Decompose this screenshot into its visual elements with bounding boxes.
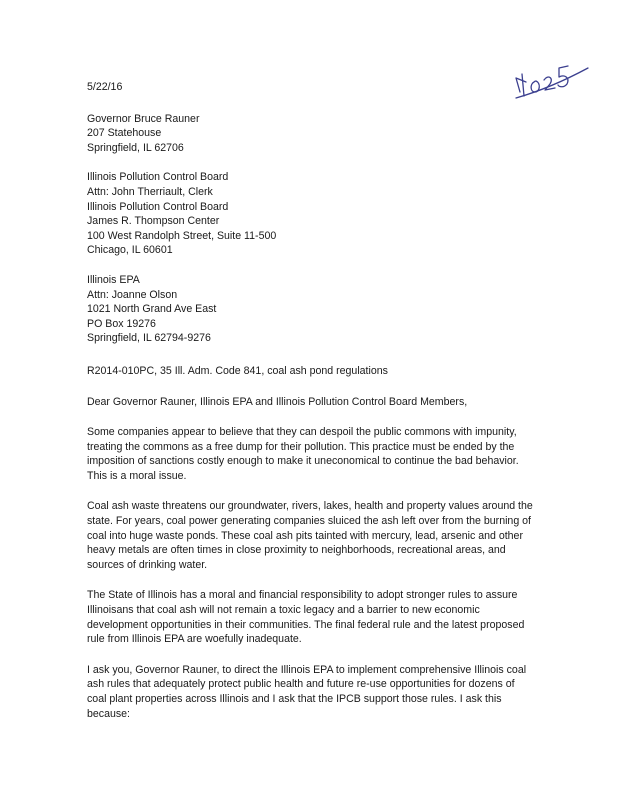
paragraph-line: sources of drinking water. xyxy=(87,558,208,571)
recipient-address-pollution-board xyxy=(87,170,549,258)
paragraph-line: treating the commons as a free dump for their pollution. This practice must be ended by the xyxy=(87,440,515,453)
paragraph-line: imposition of sanctions costly enough to make it uneconomical to continue the bad behavior. xyxy=(87,455,519,468)
paragraph-line: ash rules that adequately protect public health and future re-use opportunities for dozens of xyxy=(87,678,515,691)
address-line: 207 Statehouse xyxy=(87,127,162,140)
paragraph-line: The State of Illinois has a moral and financial responsibility to adopt stronger rules to assure xyxy=(87,589,518,602)
body-paragraph-4 xyxy=(87,663,549,721)
body-paragraph-1 xyxy=(87,425,549,483)
subject-reference-line: R2014-010PC, 35 Ill. Adm. Code 841, coal ash pond regulations xyxy=(87,364,388,377)
paragraph-line: coal into huge waste ponds. These coal ash pits tainted with mercury, lead, arsenic and other xyxy=(87,529,523,542)
paragraph-line: rule from Illinois EPA are woefully inadequate. xyxy=(87,633,302,646)
address-line: Attn: John Therriault, Clerk xyxy=(87,185,213,198)
body-paragraph-2 xyxy=(87,499,549,572)
paragraph-line: development opportunities in their communities. The final federal rule and the latest proposed xyxy=(87,618,525,631)
address-line: Springfield, IL 62794-9276 xyxy=(87,332,211,345)
address-line: James R. Thompson Center xyxy=(87,215,220,228)
address-line: Illinois Pollution Control Board xyxy=(87,200,229,213)
salutation: Dear Governor Rauner, Illinois EPA and Illinois Pollution Control Board Members, xyxy=(87,395,468,408)
letter-body xyxy=(87,80,549,721)
letter-date: 5/22/16 xyxy=(87,81,123,93)
paragraph-line: because: xyxy=(87,707,130,720)
paragraph-line: heavy metals are often times in close proximity to neighborhoods, recreational areas, and xyxy=(87,544,506,557)
address-line: Chicago, IL 60601 xyxy=(87,244,173,257)
address-line: Illinois EPA xyxy=(87,273,140,286)
address-line: Attn: Joanne Olson xyxy=(87,288,178,301)
paragraph-line: coal plant properties across Illinois and I ask that the IPCB support those rules. I ask this xyxy=(87,693,502,705)
address-line: Governor Bruce Rauner xyxy=(87,112,200,125)
recipient-address-governor xyxy=(87,112,549,156)
paragraph-line: Illinoisans that coal ash will not remain a toxic legacy and a barrier to new economic xyxy=(87,604,480,617)
paragraph-line: I ask you, Governor Rauner, to direct the Illinois EPA to implement comprehensive Illinois coal xyxy=(87,663,527,676)
paragraph-line: This is a moral issue. xyxy=(87,469,187,482)
address-line: Springfield, IL 62706 xyxy=(87,141,184,154)
address-line: Illinois Pollution Control Board xyxy=(87,171,229,184)
address-line: 1021 North Grand Ave East xyxy=(87,303,217,316)
paragraph-line: Coal ash waste threatens our groundwater, rivers, lakes, health and property values around the xyxy=(87,500,533,513)
recipient-address-illinois-epa xyxy=(87,273,549,346)
address-line: 100 West Randolph Street, Suite 11-500 xyxy=(87,229,277,242)
paragraph-line: Some companies appear to believe that they can despoil the public commons with impunity, xyxy=(87,426,517,439)
paragraph-line: state. For years, coal power generating companies sluiced the ash left over from the burning of xyxy=(87,515,531,528)
body-paragraph-3 xyxy=(87,588,549,646)
address-line: PO Box 19276 xyxy=(87,317,156,330)
